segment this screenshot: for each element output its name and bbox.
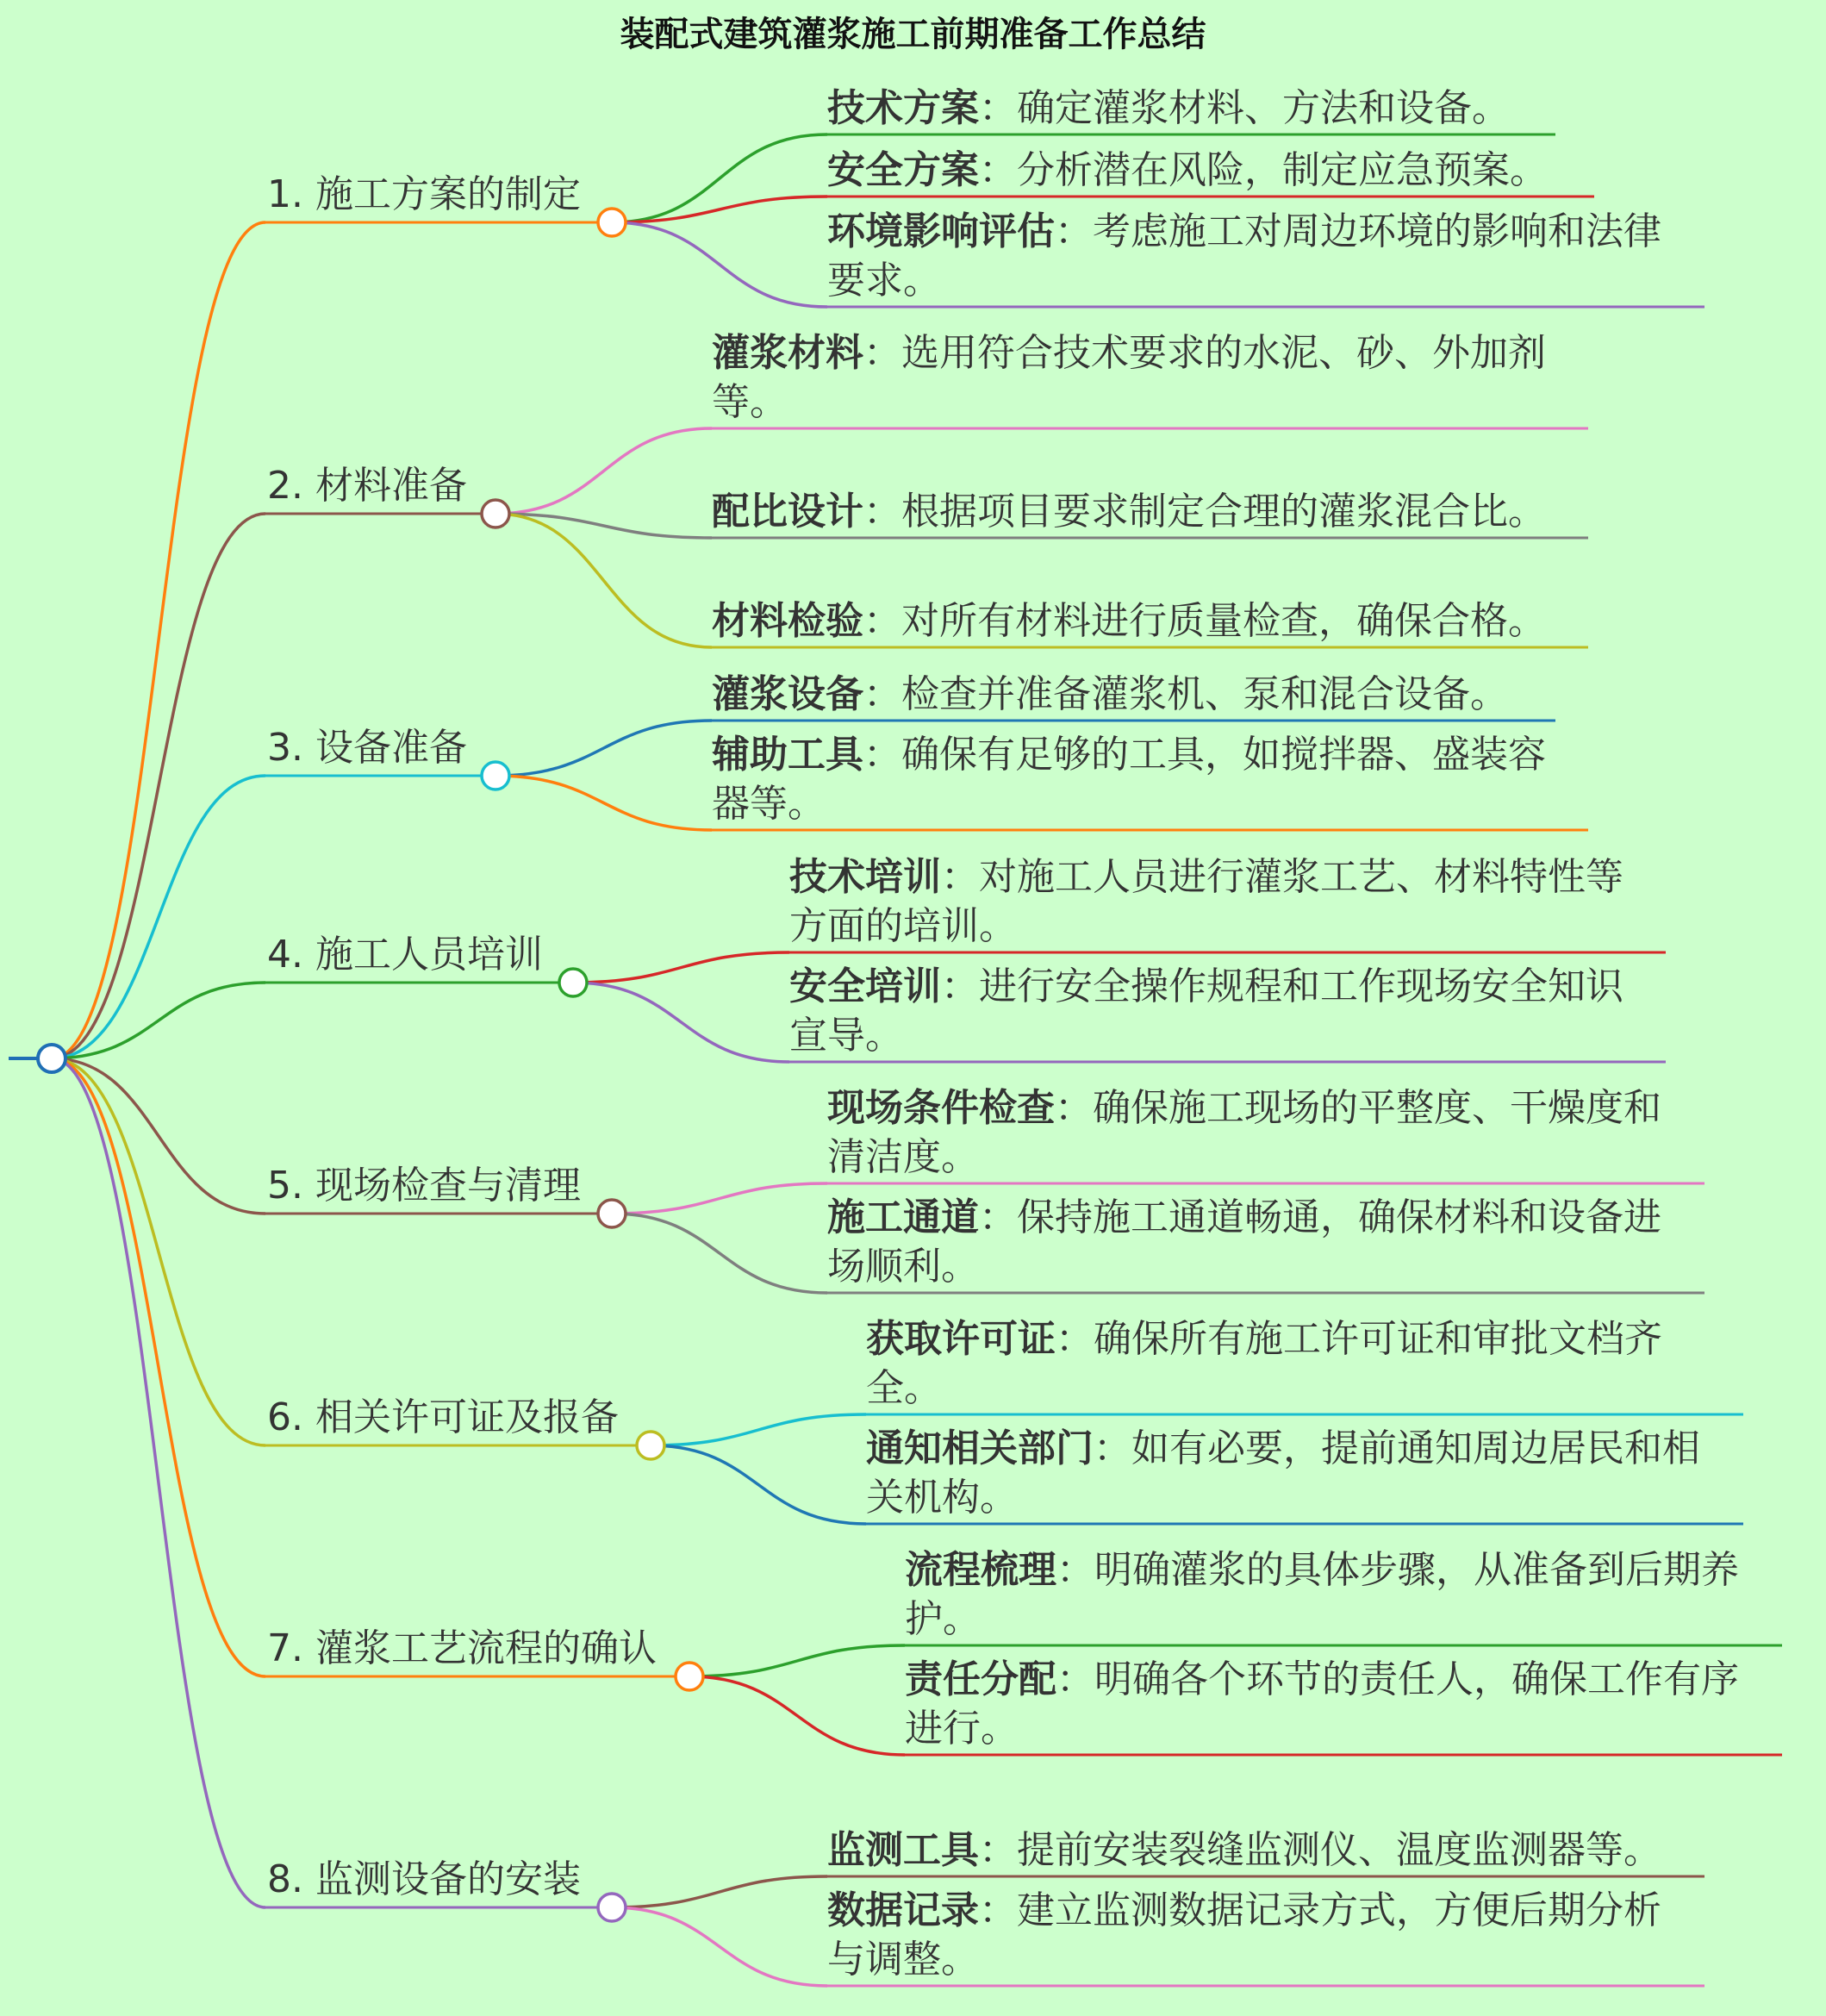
leaf-description: ：分析潜在风险，制定应急预案。	[979, 148, 1548, 192]
branch-label: 6. 相关许可证及报备	[267, 1395, 619, 1439]
leaf-key: 监测工具	[827, 1828, 979, 1872]
branch-node	[559, 969, 587, 996]
leaf-text	[827, 1886, 1663, 1984]
branch-node	[676, 1663, 703, 1690]
leaf-key: 通知相关部门	[866, 1426, 1094, 1470]
leaf-key: 现场条件检查	[827, 1086, 1055, 1130]
leaf-text	[827, 1193, 1663, 1291]
leaf-description: ：确保所有施工许可证和审批文档齐全。	[866, 1317, 1662, 1410]
branch-connector	[52, 1058, 265, 1907]
branch-node	[637, 1432, 664, 1459]
leaf-text	[712, 596, 1548, 646]
branch-connector	[52, 1058, 265, 1676]
leaf-description: ：确定灌浆材料、方法和设备。	[979, 86, 1510, 130]
leaf-key: 获取许可证	[866, 1317, 1056, 1361]
leaf-description: ：检查并准备灌浆机、泵和混合设备。	[863, 672, 1508, 716]
leaf-description: ：对所有材料进行质量检查，确保合格。	[863, 599, 1546, 643]
leaf-text	[827, 1826, 1663, 1875]
leaf-text	[905, 1655, 1741, 1753]
leaf-connector	[612, 1907, 827, 1986]
leaf-text	[789, 852, 1625, 951]
branch-label: 7. 灌浆工艺流程的确认	[267, 1626, 657, 1670]
leaf-key: 数据记录	[827, 1888, 979, 1932]
diagram-title: 装配式建筑灌浆施工前期准备工作总结	[620, 15, 1206, 54]
branch-node	[482, 762, 509, 790]
leaf-key: 灌浆材料	[712, 331, 863, 375]
leaf-description: ：提前安装裂缝监测仪、温度监测器等。	[979, 1828, 1661, 1872]
leaf-description: ：对施工人员进行灌浆工艺、材料特性等方面的培训。	[789, 855, 1623, 948]
branch-label: 2. 材料准备	[267, 464, 467, 508]
leaf-key: 技术培训	[789, 855, 941, 899]
branch-label: 1. 施工方案的制定	[267, 172, 581, 216]
branch-node	[598, 209, 626, 236]
leaf-connector	[689, 1645, 905, 1676]
leaf-key: 灌浆设备	[712, 672, 863, 716]
leaf-connector	[612, 222, 827, 307]
leaf-key: 施工通道	[827, 1195, 979, 1239]
leaf-text	[866, 1314, 1702, 1413]
branch-node	[598, 1200, 626, 1227]
leaf-connector	[612, 1876, 827, 1907]
branch-node	[598, 1894, 626, 1921]
leaf-connector	[612, 1183, 827, 1214]
branch-label: 8. 监测设备的安装	[267, 1857, 581, 1901]
leaf-text	[827, 1083, 1663, 1182]
leaf-text	[866, 1424, 1702, 1522]
leaf-description: ：保持施工通道畅通，确保材料和设备进场顺利。	[827, 1195, 1661, 1289]
leaf-key: 配比设计	[712, 490, 863, 534]
leaf-connector	[573, 952, 789, 983]
branch-label: 4. 施工人员培训	[267, 933, 543, 977]
leaf-key: 责任分配	[905, 1657, 1056, 1701]
branch-connector	[52, 1058, 265, 1445]
branch-node	[482, 500, 509, 527]
leaf-text	[712, 328, 1548, 427]
leaf-key: 环境影响评估	[827, 209, 1055, 253]
leaf-connector	[651, 1414, 866, 1445]
branch-label: 3. 设备准备	[267, 726, 467, 770]
leaf-key: 安全方案	[827, 148, 979, 192]
leaf-description: ：确保有足够的工具，如搅拌器、盛装容器等。	[712, 733, 1546, 826]
leaf-text	[827, 207, 1672, 305]
leaf-text	[789, 962, 1625, 1060]
leaf-key: 安全培训	[789, 964, 941, 1008]
leaf-description: ：进行安全操作规程和工作现场安全知识宣导。	[789, 964, 1623, 1058]
leaf-connector	[689, 1676, 905, 1755]
leaf-connector	[495, 776, 712, 830]
leaf-text	[905, 1545, 1741, 1644]
leaf-text	[827, 84, 1603, 133]
leaf-connector	[495, 428, 712, 514]
leaf-description: ：根据项目要求制定合理的灌浆混合比。	[863, 490, 1546, 534]
branch-connector	[52, 222, 265, 1058]
leaf-connector	[612, 1214, 827, 1293]
leaf-connector	[495, 514, 712, 647]
leaf-connector	[573, 983, 789, 1062]
leaf-description: ：建立监测数据记录方式，方便后期分析与调整。	[827, 1888, 1661, 1982]
leaf-key: 材料检验	[712, 599, 863, 643]
leaf-text	[712, 487, 1548, 536]
leaf-text	[712, 670, 1556, 719]
leaf-description: ：选用符合技术要求的水泥、砂、外加剂等。	[712, 331, 1546, 424]
leaf-description: ：明确灌浆的具体步骤，从准备到后期养护。	[905, 1548, 1739, 1641]
branch-label: 5. 现场检查与清理	[267, 1164, 581, 1208]
leaf-key: 技术方案	[827, 86, 979, 130]
leaf-connector	[651, 1445, 866, 1524]
root-node	[38, 1045, 65, 1072]
leaf-text	[827, 146, 1603, 195]
leaf-description: ：确保施工现场的平整度、干燥度和清洁度。	[827, 1086, 1661, 1179]
leaf-text	[712, 730, 1548, 828]
leaf-description: ：如有必要，提前通知周边居民和相关机构。	[866, 1426, 1700, 1520]
leaf-key: 辅助工具	[712, 733, 863, 777]
leaf-description: ：考虑施工对周边环境的影响和法律要求。	[827, 209, 1661, 303]
leaf-key: 流程梳理	[905, 1548, 1056, 1592]
branch-connector	[52, 776, 265, 1058]
leaf-description: ：明确各个环节的责任人，确保工作有序进行。	[905, 1657, 1739, 1751]
leaf-connector	[495, 721, 712, 776]
